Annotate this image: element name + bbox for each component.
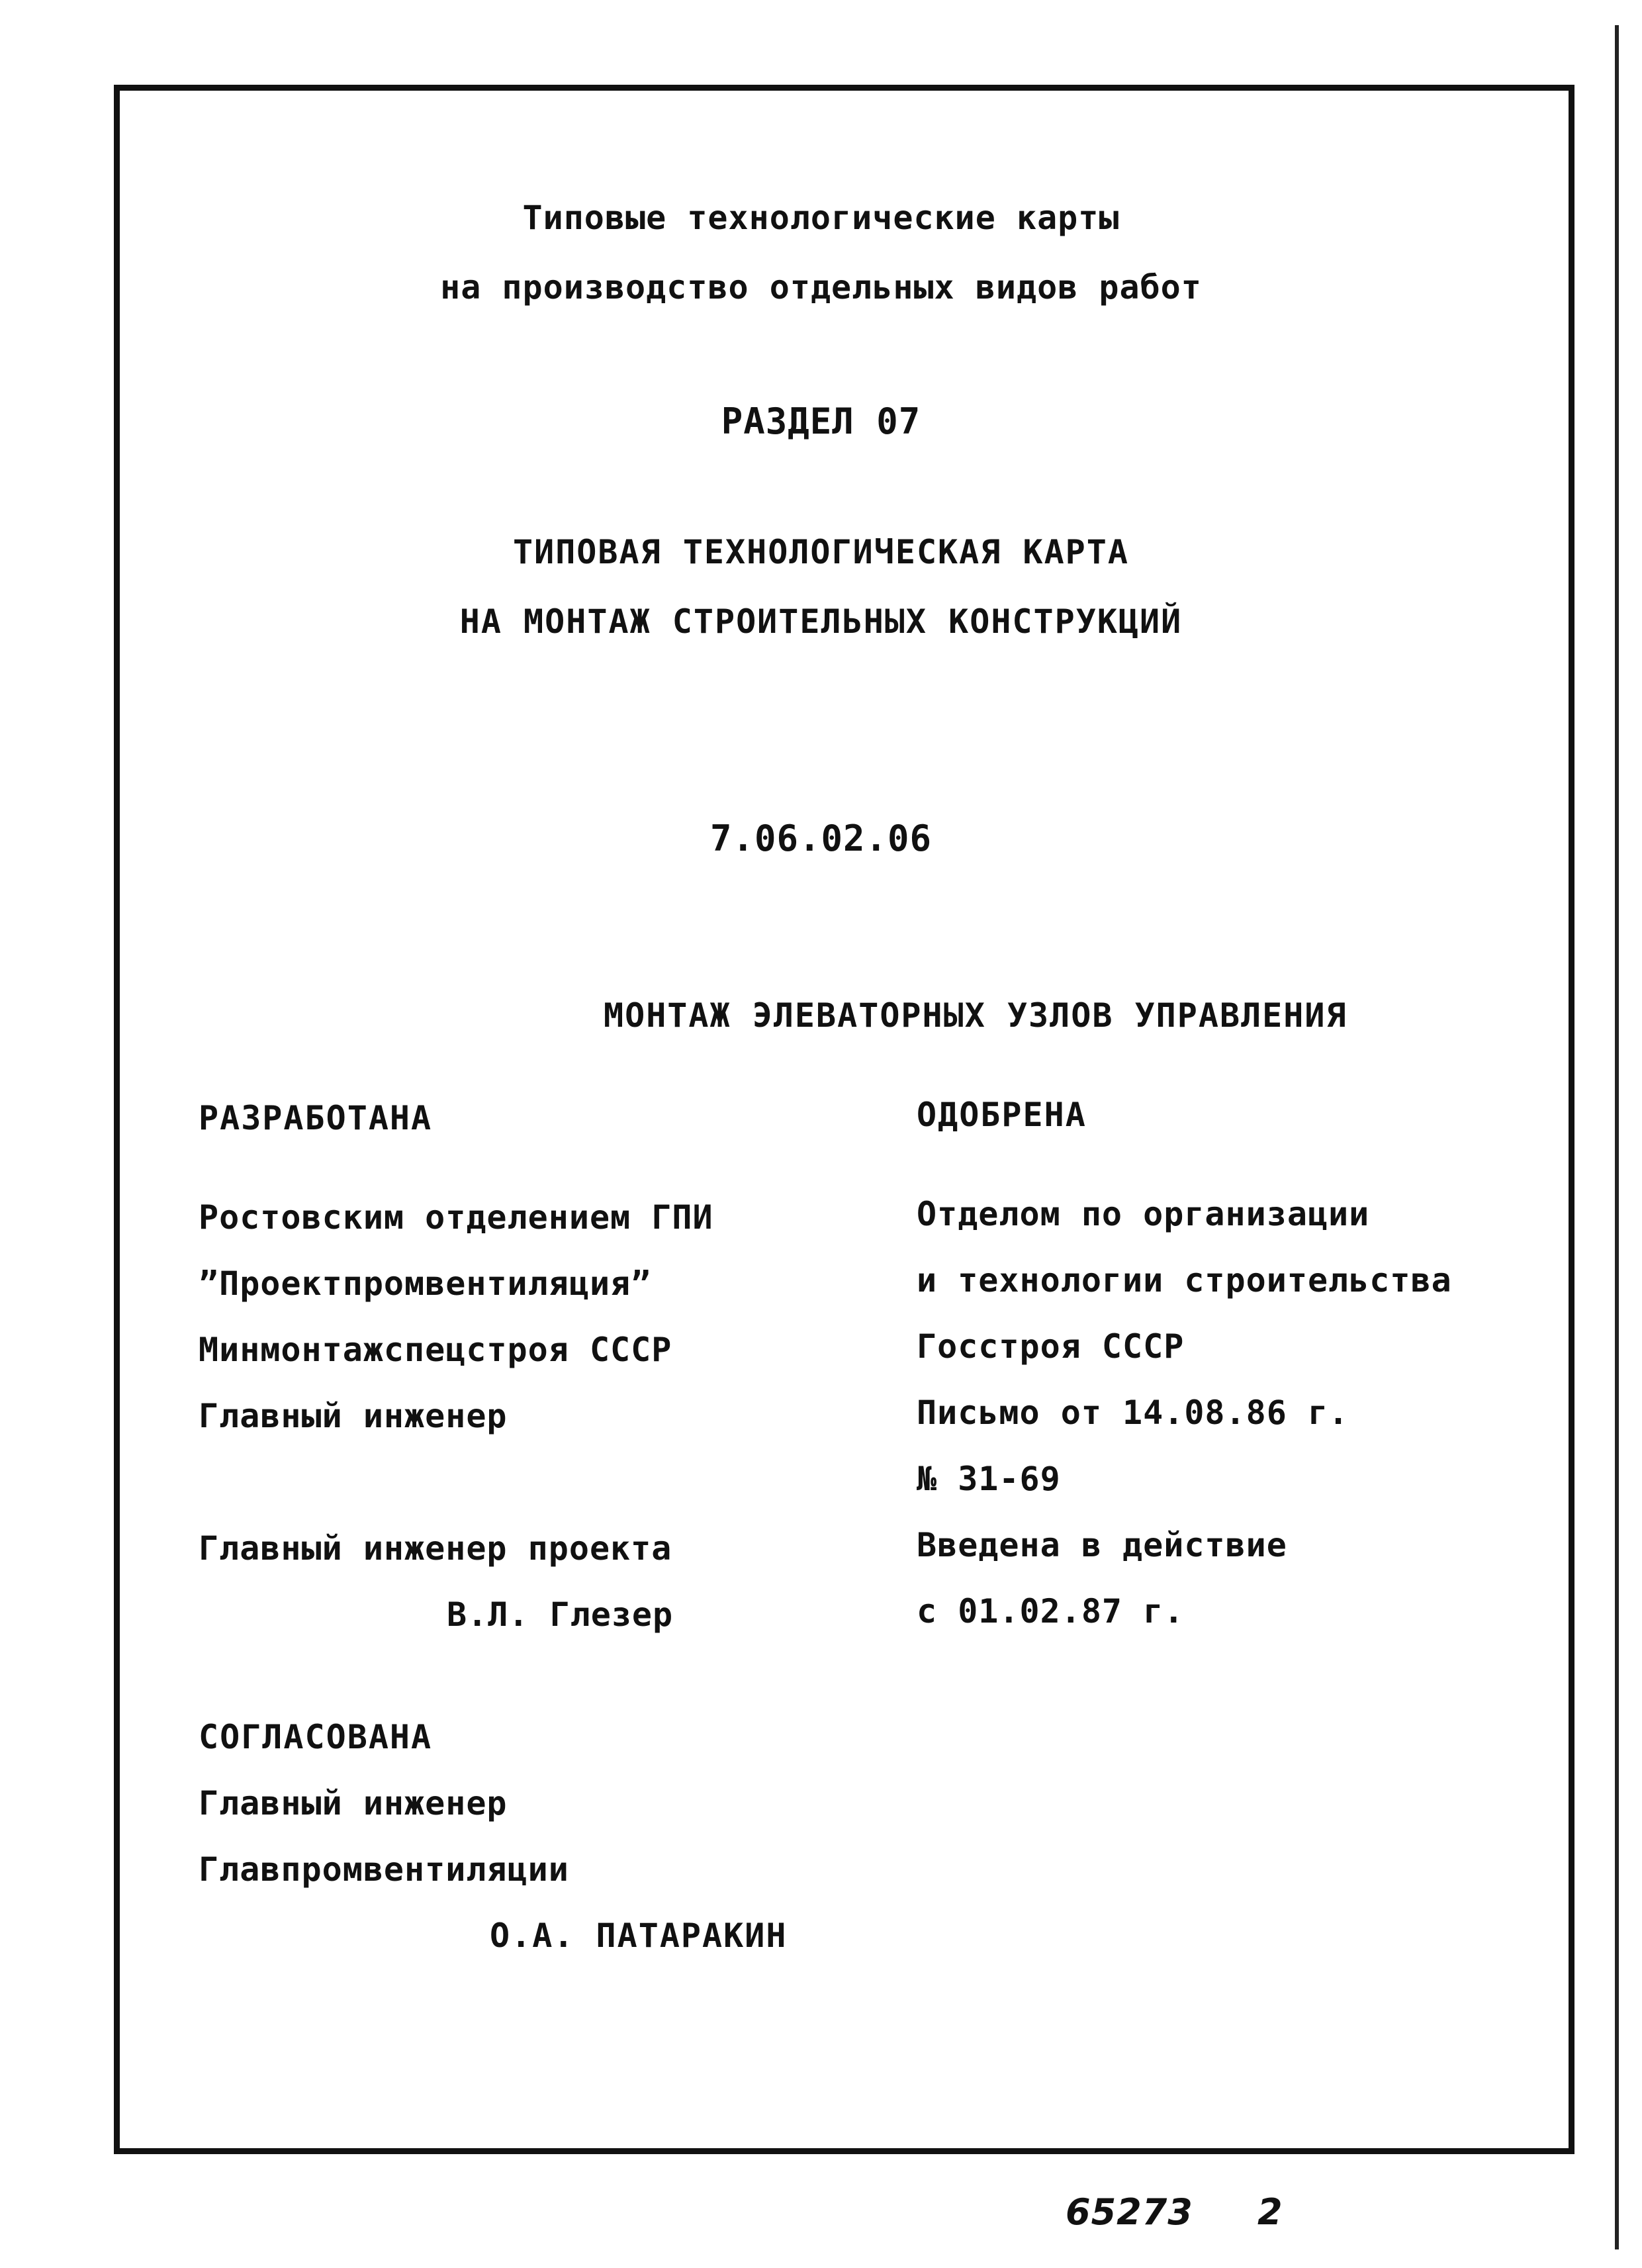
developed-heading: РАЗРАБОТАНА — [199, 1099, 433, 1137]
developed-line: Минмонтажспецстроя СССР — [199, 1331, 672, 1369]
approved-line: Госстроя СССР — [917, 1327, 1185, 1366]
developed-line: Главный инженер — [199, 1397, 508, 1435]
agreed-line: Главпромвентиляции — [199, 1850, 569, 1889]
document-title-line-2: НА МОНТАЖ СТРОИТЕЛЬНЫХ КОНСТРУКЦИЙ — [459, 602, 1183, 641]
approved-line: и технологии строительства — [917, 1261, 1452, 1299]
section-number: РАЗДЕЛ 07 — [721, 401, 921, 442]
document-title-line-1: ТИПОВАЯ ТЕХНОЛОГИЧЕСКАЯ КАРТА — [513, 533, 1129, 571]
header-line-1: Типовые технологические карты — [522, 199, 1120, 237]
page-number: 2 — [1257, 2191, 1283, 2233]
approved-line: с 01.02.87 г. — [917, 1592, 1185, 1630]
approved-line: Письмо от 14.08.86 г. — [917, 1394, 1349, 1432]
agreed-line: Главный инженер — [199, 1784, 508, 1822]
approved-line: Введена в действие — [917, 1526, 1287, 1564]
document-code: 7.06.02.06 — [709, 818, 933, 859]
project-engineer-name: В.Л. Глезер — [447, 1595, 674, 1634]
page-edge-line — [1615, 25, 1619, 2249]
agreed-name: О.А. ПАТАРАКИН — [490, 1916, 788, 1955]
header-line-2: на производство отдельных видов работ — [440, 268, 1202, 307]
approved-line: Отделом по организации — [917, 1195, 1370, 1233]
developed-line: Ростовским отделением ГПИ — [199, 1198, 713, 1237]
developed-line: ”Проектпромвентиляция” — [199, 1264, 652, 1303]
project-engineer-label: Главный инженер проекта — [199, 1529, 672, 1568]
approved-line: № 31-69 — [917, 1460, 1061, 1498]
inventory-number: 65273 — [1066, 2191, 1193, 2233]
approved-heading: ОДОБРЕНА — [917, 1096, 1087, 1134]
agreed-heading: СОГЛАСОВАНА — [199, 1718, 433, 1756]
document-subject: МОНТАЖ ЭЛЕВАТОРНЫХ УЗЛОВ УПРАВЛЕНИЯ — [604, 996, 1347, 1035]
